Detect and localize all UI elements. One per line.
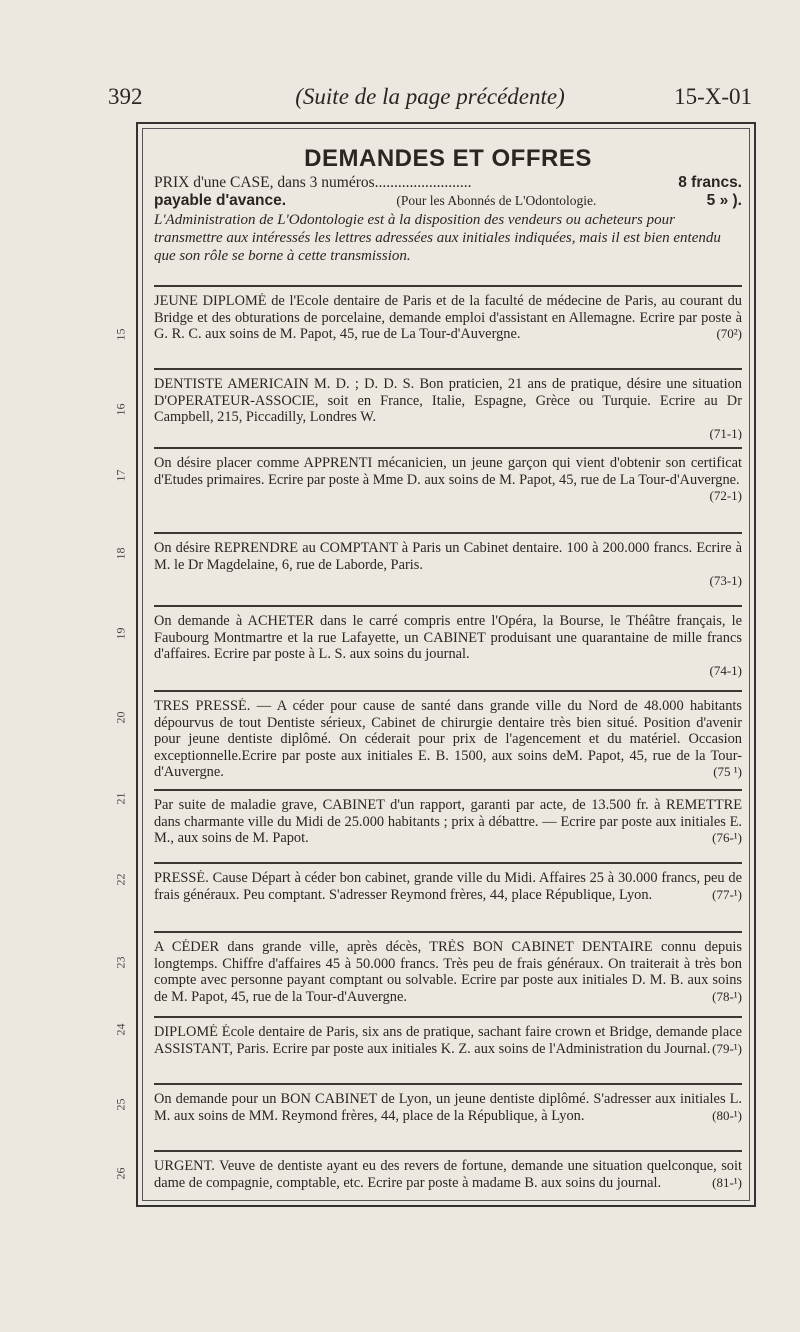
margin-ruler bbox=[108, 0, 134, 1332]
separator bbox=[154, 447, 742, 449]
ruler-mark: 15 bbox=[113, 328, 128, 341]
separator bbox=[154, 862, 742, 864]
ad-text: DENTISTE AMERICAIN M. D. ; D. D. S. Bon praticien, 21 ans de pratique, désire une situation D'OPERATEUR-ASSOCIE, soit en France, Italie, Espagne, Grèce ou Turquie. Ecrire au Dr Campbell, 215, Piccadilly, Londres W. bbox=[154, 376, 742, 426]
page-header bbox=[108, 84, 752, 120]
ad-reference: (74-1) bbox=[709, 662, 742, 678]
ad-item bbox=[154, 540, 742, 598]
separator bbox=[154, 285, 742, 287]
issue-date: 15-X-01 bbox=[674, 84, 752, 109]
separator bbox=[154, 1083, 742, 1085]
price-line: PRIX d'une CASE, dans 3 numéros......................... bbox=[154, 174, 472, 191]
ad-text: Par suite de maladie grave, CABINET d'un rapport, garanti par acte, de 13.500 fr. à REMETTRE dans charmante ville du Midi de 25.000 habitants ; prix à débattre. — Ecrire par poste aux initiales E. M., aux soins de M. Papot. bbox=[154, 797, 742, 847]
ruler-mark: 16 bbox=[113, 403, 128, 416]
ad-text: On désire REPRENDRE au COMPTANT à Paris un Cabinet dentaire. 100 à 200.000 francs. Ecrire à M. le Dr Magdelaine, 6, rue de Laborde, Paris. bbox=[154, 540, 742, 573]
ruler-mark: 25 bbox=[113, 1098, 128, 1111]
ad-item bbox=[154, 293, 742, 361]
ruler-mark: 17 bbox=[113, 469, 128, 482]
ruler-mark: 19 bbox=[113, 627, 128, 640]
ad-reference: (78-¹) bbox=[712, 988, 742, 1004]
ruler-mark: 22 bbox=[113, 873, 128, 886]
ad-text: URGENT. Veuve de dentiste ayant eu des revers de fortune, demande une situation quelconque, soit dame de compagnie, comptable, etc. Ecrire par poste à madame B. aux soins du journal. bbox=[154, 1158, 742, 1191]
ad-item bbox=[154, 698, 742, 782]
separator bbox=[154, 690, 742, 692]
ruler-mark: 20 bbox=[113, 711, 128, 724]
ad-item bbox=[154, 1024, 742, 1076]
price-row-1 bbox=[154, 174, 742, 192]
ad-item bbox=[154, 455, 742, 525]
separator bbox=[154, 789, 742, 791]
intro-notice: L'Administration de L'Odontologie est à la disposition des vendeurs ou acheteurs pour transmettre aux intéressés les lettres adressées aux initiales indiquées, mais il est bien entendu que son rôle se borne à cette transmission. bbox=[154, 212, 721, 264]
separator bbox=[154, 368, 742, 370]
ruler-mark: 21 bbox=[113, 792, 128, 805]
separator bbox=[154, 532, 742, 534]
ad-text: On demande à ACHETER dans le carré compris entre l'Opéra, la Bourse, le Théâtre français, le Faubourg Montmartre et la rue Lafayette, un CABINET produisant une quarantaine de mille francs d'affaires. Ecrire par poste à L. S. aux soins du journal. bbox=[154, 613, 742, 663]
ruler-mark: 23 bbox=[113, 956, 128, 969]
ad-reference: (72-1) bbox=[709, 488, 742, 504]
ad-item bbox=[154, 376, 742, 440]
section-title: DEMANDES ET OFFRES bbox=[304, 145, 592, 172]
ad-text: DIPLOMÉ École dentaire de Paris, six ans de pratique, sachant faire crown et Bridge, demande place ASSISTANT, Paris. Ecrire par poste aux initiales K. Z. aux soins de l'Administration du Journal. bbox=[154, 1024, 742, 1057]
ad-text: On désire placer comme APPRENTI mécanicien, un jeune garçon qui vient d'obtenir son certificat d'Etudes primaires. Ecrire par poste à Mme D. aux soins de M. Papot, 45, rue de La Tour-d'Auvergne. bbox=[154, 455, 742, 488]
page-number: 392 bbox=[108, 84, 143, 109]
ad-text: JEUNE DIPLOMÉ de l'Ecole dentaire de Paris et de la faculté de médecine de Paris, au courant du Bridge et des obturations de porcelaine, demande emploi d'assistant en Allemagne. Ecrire par poste à G. R. C. aux soins de M. Papot, 45, rue de La Tour-d'Auvergne. bbox=[154, 293, 742, 343]
ruler-mark: 24 bbox=[113, 1023, 128, 1036]
payment-terms: payable d'avance. bbox=[154, 192, 287, 209]
ad-reference: (76-¹) bbox=[712, 830, 742, 846]
ad-item bbox=[154, 1091, 742, 1143]
ad-reference: (75 ¹) bbox=[713, 764, 742, 780]
ruler-mark: 26 bbox=[113, 1167, 128, 1180]
price-value: 8 francs. bbox=[678, 174, 742, 191]
classified-ads bbox=[154, 128, 742, 1212]
ad-reference: (79-¹) bbox=[712, 1040, 742, 1056]
price-row-2 bbox=[154, 192, 742, 210]
ad-reference: (80-¹) bbox=[712, 1107, 742, 1123]
ad-text: PRESSÉ. Cause Départ à céder bon cabinet, grande ville du Midi. Affaires 25 à 30.000 francs, peu de frais généraux. Peu comptant. S'adresser Reymond frères, 44, place République, Lyon. bbox=[154, 870, 742, 903]
price-block bbox=[154, 174, 742, 210]
ruler-mark: 18 bbox=[113, 547, 128, 560]
running-title: (Suite de la page précédente) bbox=[295, 84, 565, 109]
ad-item bbox=[154, 870, 742, 924]
separator bbox=[154, 1016, 742, 1018]
subscriber-price: 5 » ). bbox=[706, 192, 742, 209]
ad-reference: (73-1) bbox=[709, 573, 742, 589]
ad-item bbox=[154, 613, 742, 683]
ad-reference: (81-¹) bbox=[712, 1174, 742, 1190]
ad-item bbox=[154, 1158, 742, 1212]
separator bbox=[154, 1150, 742, 1152]
separator bbox=[154, 605, 742, 607]
ad-text: A CÉDER dans grande ville, après décès, TRÈS BON CABINET DENTAIRE connu depuis longtemps. Chiffre d'affaires 45 à 50.000 francs. Très peu de frais généraux. On traiterait à très bon compte avec personne payant comptant ou solvable. Ecrire par poste aux initiales D. M. B. aux soins de M. Papot, 45, rue de la Tour-d'Auvergne. bbox=[154, 939, 742, 1005]
ad-reference: (70²) bbox=[716, 326, 742, 342]
subscriber-note: (Pour les Abonnés de L'Odontologie. bbox=[396, 193, 597, 208]
separator bbox=[154, 931, 742, 933]
ad-reference: (71-1) bbox=[709, 425, 742, 440]
ad-item bbox=[154, 939, 742, 1009]
ad-text: On demande pour un BON CABINET de Lyon, un jeune dentiste diplômé. S'adresser aux initiales L. M. aux soins de MM. Reymond frères, 44, place de la République, à Lyon. bbox=[154, 1091, 742, 1124]
ad-reference: (77-¹) bbox=[712, 886, 742, 902]
ad-text: TRES PRESSÉ. — A céder pour cause de santé dans grande ville du Nord de 48.000 habitants dépourvus de tout Dentiste sérieux, Cabinet de chirurgie dentaire très bien situé. Position d'avenir pour jeune dentiste diplômé. On céderait pour prix de l'agencement et du matériel. Occasion exceptionnelle.Ecrire par poste aux initiales E. B. 1500, aux soins deM. Papot, 45, rue de la Tour-d'Auvergne. bbox=[154, 698, 742, 781]
ad-item bbox=[154, 797, 742, 855]
